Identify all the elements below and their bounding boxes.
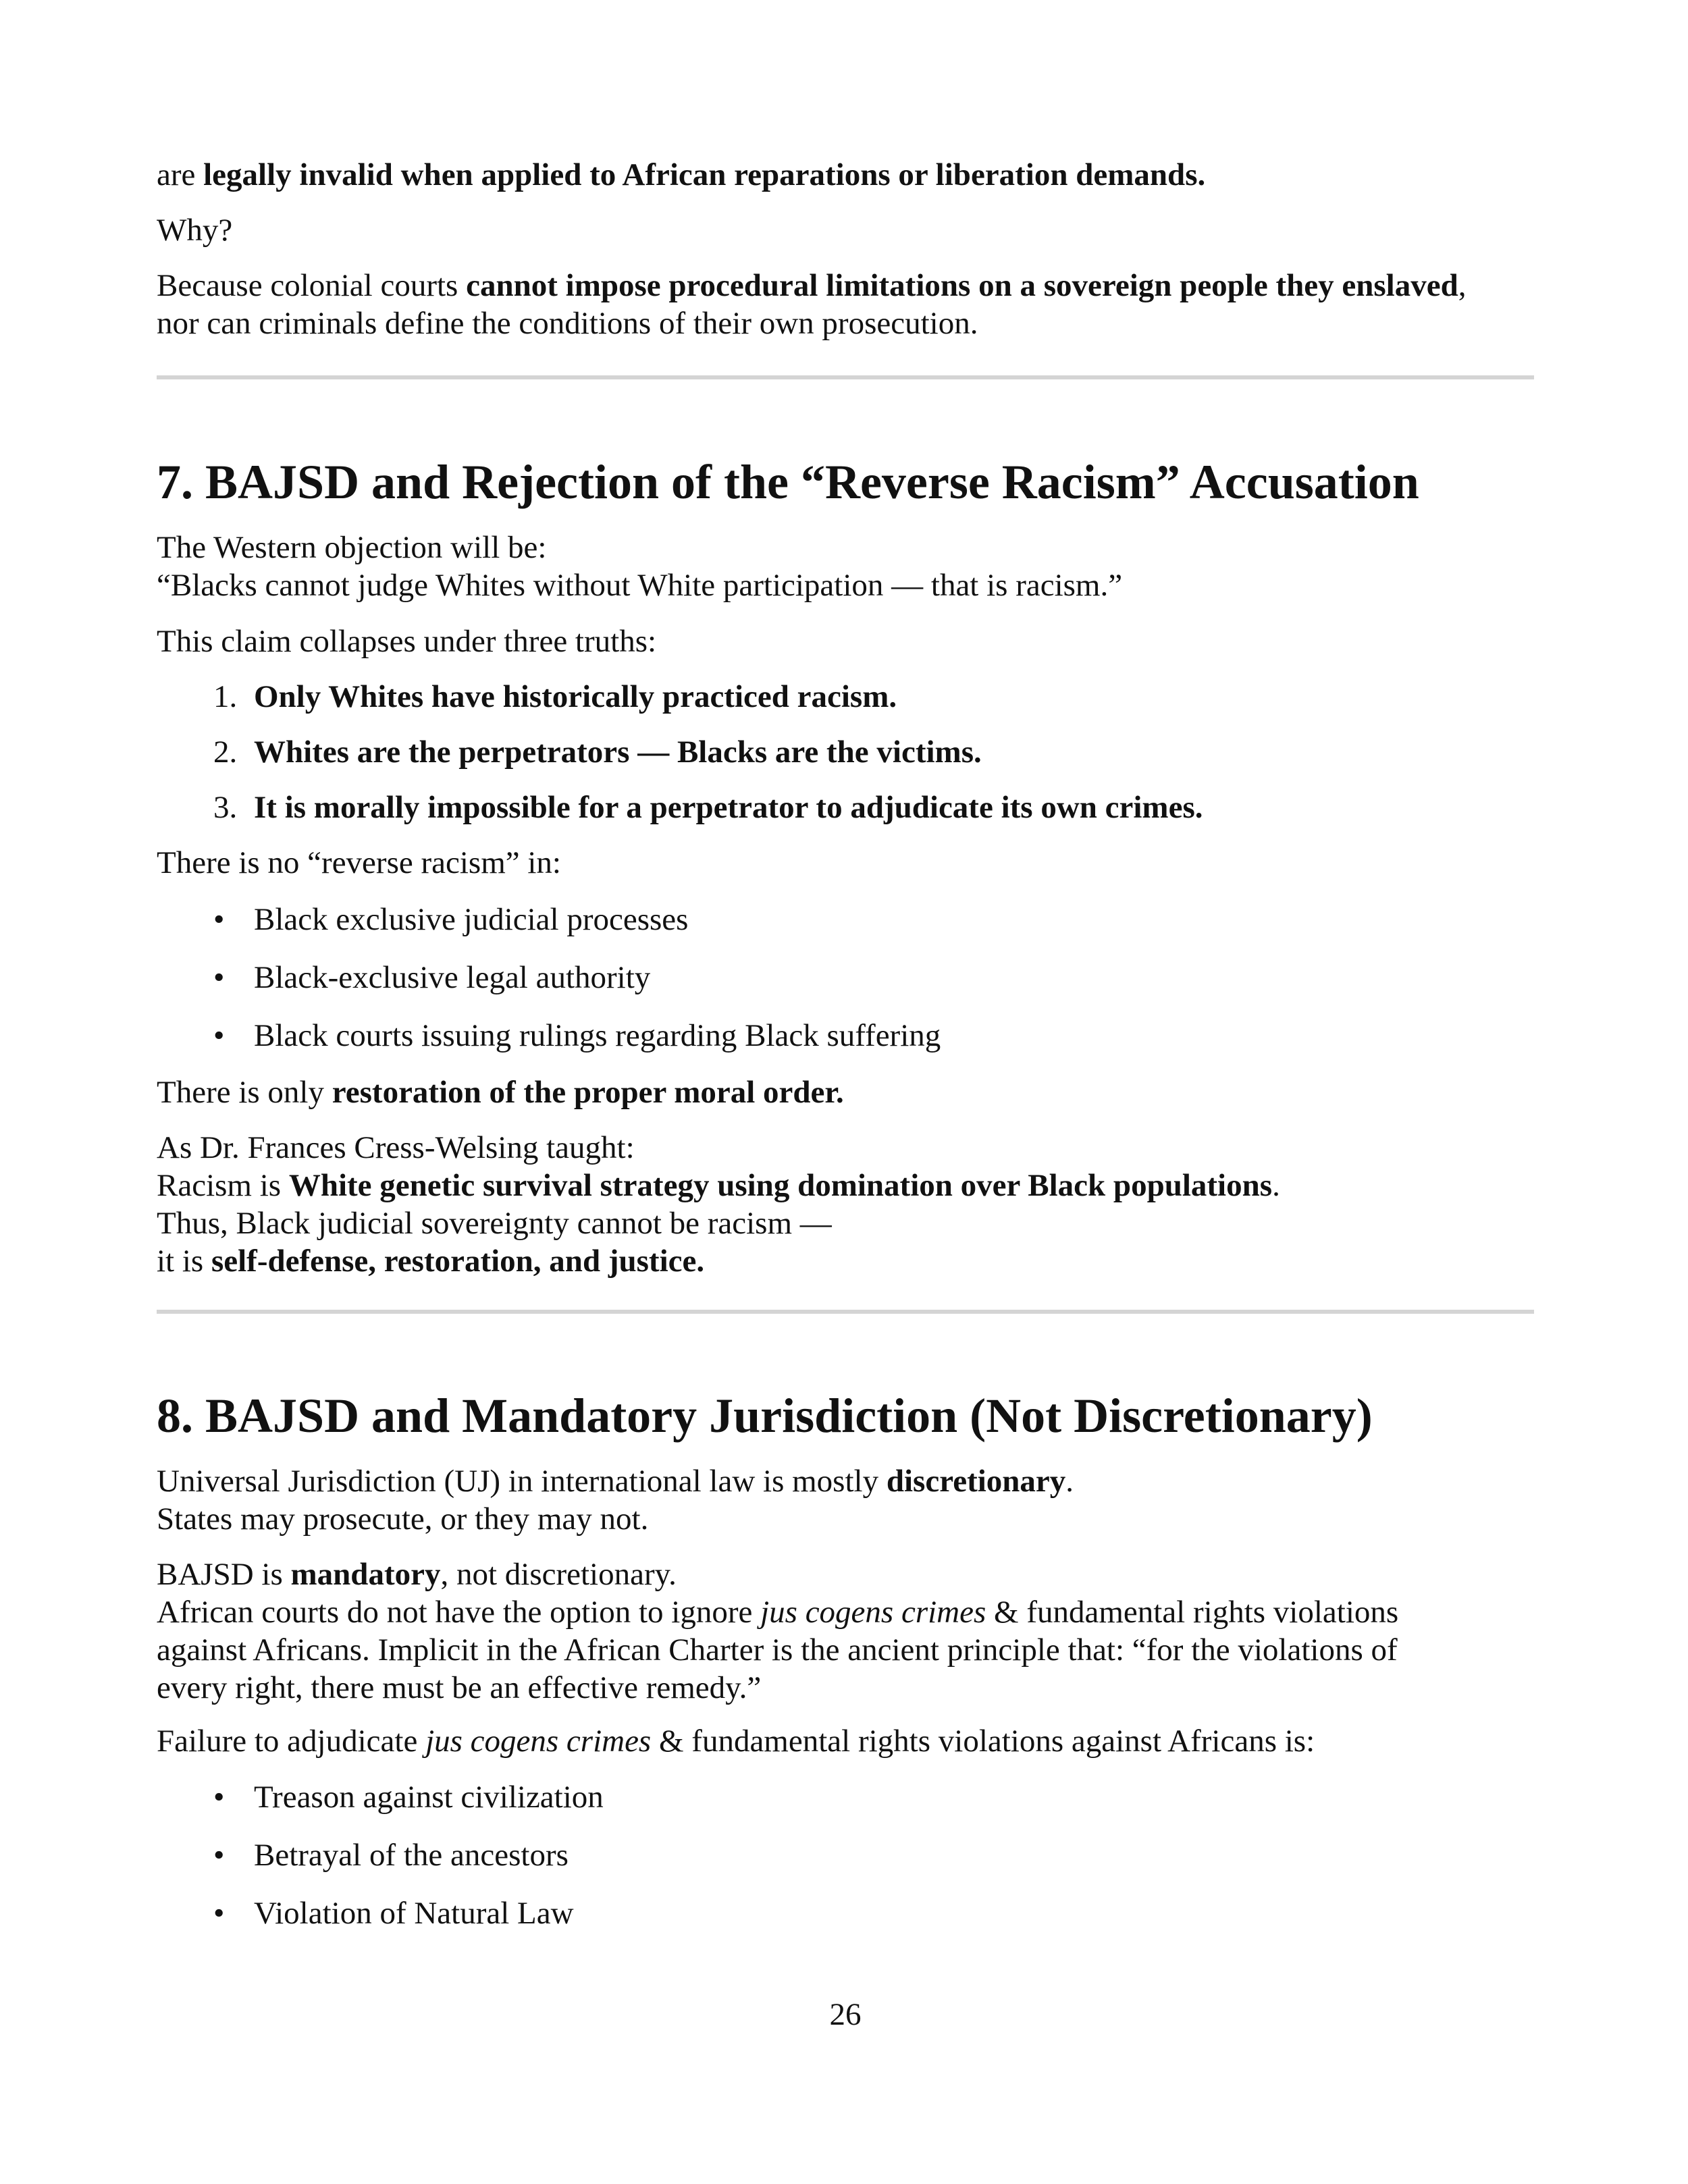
because-comma: , — [1458, 268, 1467, 303]
because-text-line2: nor can criminals define the conditions of their own prosecution. — [157, 306, 978, 341]
section-8-heading: 8. BAJSD and Mandatory Jurisdiction (Not Discretionary) — [157, 1389, 1373, 1443]
welsing-text: Racism is — [157, 1168, 289, 1203]
bullet-text: Black courts issuing rulings regarding Black suffering — [254, 1018, 941, 1053]
only-paragraph — [157, 1073, 1534, 1111]
bullet-icon: • — [213, 960, 225, 995]
list-number: 1. — [213, 679, 238, 714]
failure-text: Failure to adjudicate — [157, 1724, 426, 1759]
truth-text: It is morally impossible for a perpetrator to adjudicate its own crimes. — [254, 790, 1203, 825]
because-paragraph — [157, 267, 1534, 342]
courts-text-end: & fundamental rights violations — [986, 1595, 1399, 1630]
welsing-bold-text: White genetic survival strategy using domination over Black populations — [288, 1168, 1273, 1203]
section-divider — [157, 1310, 1534, 1314]
welsing-period: . — [1272, 1168, 1280, 1203]
bullet-text: Black-exclusive legal authority — [254, 960, 651, 995]
bullet-icon: • — [213, 902, 225, 937]
why-line — [157, 211, 1534, 249]
bullet-text: Black exclusive judicial processes — [254, 902, 689, 937]
courts-italic-text: jus cogens crimes — [760, 1595, 986, 1630]
section-divider — [157, 375, 1534, 379]
welsing-text-line3: Thus, Black judicial sovereignty cannot be racism — — [157, 1206, 832, 1241]
uj-period: . — [1065, 1464, 1074, 1499]
collapses-text: This claim collapses under three truths: — [157, 624, 657, 659]
bullet-icon: • — [213, 1896, 225, 1931]
failure-text-end: & fundamental rights violations against Africans is: — [651, 1724, 1315, 1759]
uj-paragraph — [157, 1462, 1534, 1538]
no-reverse-text: There is no “reverse racism” in: — [157, 845, 561, 880]
failure-italic-text: jus cogens crimes — [425, 1724, 652, 1759]
bullet-icon: • — [213, 1780, 225, 1815]
truth-text: Only Whites have historically practiced racism. — [254, 679, 897, 714]
list-number: 3. — [213, 790, 238, 825]
intro-text: are — [157, 157, 204, 192]
truth-text: Whites are the perpetrators — Blacks are the victims. — [254, 735, 982, 770]
uj-bold-text: discretionary — [886, 1464, 1066, 1499]
no-reverse-paragraph — [157, 844, 1534, 882]
courts-text-line3: every right, there must be an effective remedy.” — [157, 1670, 762, 1705]
bullet-icon: • — [213, 1838, 225, 1873]
only-bold-text: restoration of the proper moral order. — [332, 1075, 844, 1110]
bullet-icon: • — [213, 1018, 225, 1053]
list-number: 2. — [213, 735, 238, 770]
collapses-paragraph — [157, 622, 1534, 660]
bullet-text: Betrayal of the ancestors — [254, 1838, 569, 1873]
objection-paragraph — [157, 529, 1534, 604]
bajsd-bold-text: mandatory — [290, 1557, 441, 1592]
bullet-text: Violation of Natural Law — [254, 1896, 574, 1931]
bajsd-paragraph — [157, 1555, 1534, 1707]
bullet-text: Treason against civilization — [254, 1780, 604, 1815]
welsing-text-line4: it is — [157, 1244, 211, 1279]
because-text: Because colonial courts — [157, 268, 467, 303]
intro-paragraph — [157, 156, 1534, 194]
welsing-intro-text: As Dr. Frances Cress-Welsing taught: — [157, 1130, 635, 1165]
because-bold-text: cannot impose procedural limitations on a sovereign people they enslaved — [466, 268, 1458, 303]
document-page — [157, 0, 1534, 2184]
why-text: Why? — [157, 213, 233, 248]
uj-text: Universal Jurisdiction (UJ) in international law is mostly — [157, 1464, 887, 1499]
objection-intro-text: The Western objection will be: — [157, 530, 547, 565]
bajsd-text: BAJSD is — [157, 1557, 291, 1592]
courts-text: African courts do not have the option to ignore — [157, 1595, 761, 1630]
objection-quote-text: “Blacks cannot judge Whites without White participation — that is racism.” — [157, 568, 1123, 603]
courts-text-line2: against Africans. Implicit in the African Charter is the ancient principle that: “for the violations of — [157, 1632, 1398, 1668]
uj-text-line2: States may prosecute, or they may not. — [157, 1501, 649, 1537]
only-text: There is only — [157, 1075, 332, 1110]
failure-paragraph — [157, 1722, 1534, 1760]
page-number: 26 — [829, 1997, 862, 2032]
intro-bold-text: legally invalid when applied to African reparations or liberation demands. — [203, 157, 1206, 192]
welsing-paragraph — [157, 1129, 1534, 1280]
section-7-heading: 7. BAJSD and Rejection of the “Reverse Racism” Accusation — [157, 455, 1419, 509]
welsing-bold-conclusion: self-defense, restoration, and justice. — [211, 1244, 705, 1279]
bajsd-text-end: , not discretionary. — [440, 1557, 677, 1592]
